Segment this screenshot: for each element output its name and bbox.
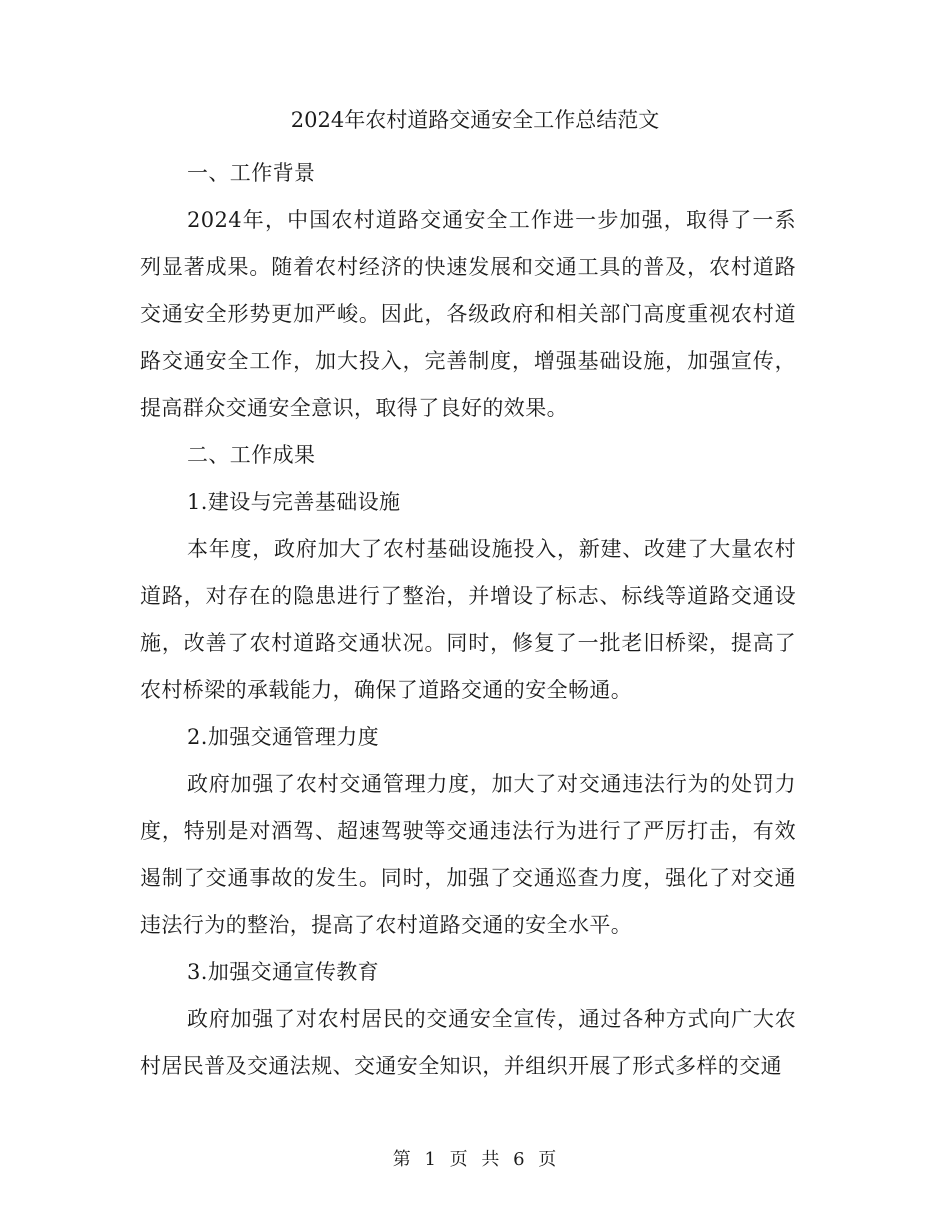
paragraph-infrastructure: 本年度，政府加大了农村基础设施投入，新建、改建了大量农村道路，对存在的隐患进行了整治，并增设了标志、标线等道路交通设施，改善了农村道路交通状况。同时，修复了一批老旧桥梁，提高了农村桥梁的承载能力，确保了道路交通的安全畅通。	[140, 537, 796, 702]
paragraph-traffic-management: 政府加强了农村交通管理力度，加大了对交通违法行为的处罚力度，特别是对酒驾、超速驾驶等交通违法行为进行了严厉打击，有效遏制了交通事故的发生。同时，加强了交通巡查力度，强化了对交通违法行为的整治，提高了农村道路交通的安全水平。	[140, 772, 796, 937]
section-heading-background: 一、工作背景	[187, 161, 316, 185]
subheading-traffic-management: 2.加强交通管理力度	[187, 725, 380, 749]
section-heading-results: 二、工作成果	[187, 443, 316, 467]
paragraph-background: 2024年，中国农村道路交通安全工作进一步加强，取得了一系列显著成果。随着农村经济的快速发展和交通工具的普及，农村道路交通安全形势更加严峻。因此，各级政府和相关部门高度重视农村道路交通安全工作，加大投入，完善制度，增强基础设施，加强宣传，提高群众交通安全意识，取得了良好的效果。	[140, 208, 796, 420]
page-number-footer: 第 1 页 共 6 页	[392, 1149, 558, 1170]
subheading-publicity-education: 3.加强交通宣传教育	[187, 960, 380, 984]
paragraph-publicity-education: 政府加强了对农村居民的交通安全宣传，通过各种方式向广大农村居民普及交通法规、交通安全知识，并组织开展了形式多样的交通	[140, 1007, 796, 1078]
document-title: 2024年农村道路交通安全工作总结范文	[290, 108, 660, 132]
subheading-infrastructure: 1.建设与完善基础设施	[187, 490, 401, 514]
document-body	[140, 150, 796, 1090]
